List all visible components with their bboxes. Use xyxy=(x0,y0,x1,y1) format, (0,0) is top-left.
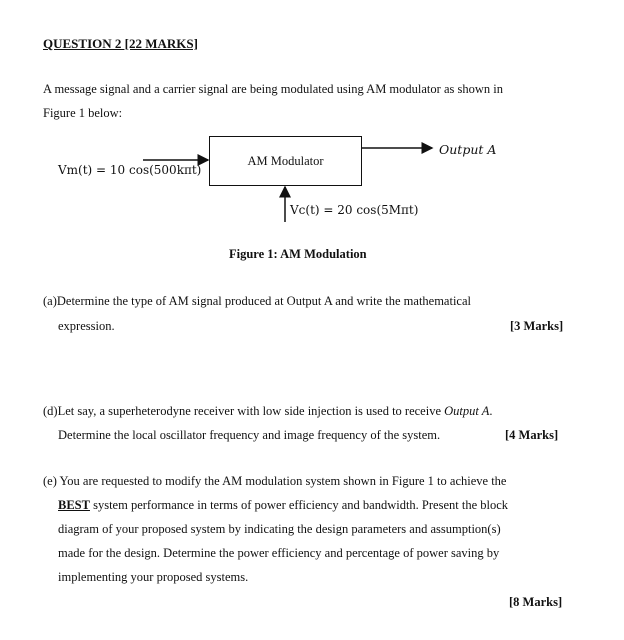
part-e-best-emphasis: BEST xyxy=(58,498,90,512)
part-e-line-5: implementing your proposed systems. xyxy=(58,570,249,584)
part-a-line-1: (a)Determine the type of AM signal produced at Output A and write the mathematical xyxy=(43,294,471,308)
part-e-line-2 xyxy=(58,498,508,513)
part-d-line-2: Determine the local oscillator frequency and image frequency of the system. xyxy=(58,428,441,442)
part-d-line-1-suffix: . xyxy=(489,404,493,418)
carrier-signal-label: Vc(t) = 20 cos(5Mπt) xyxy=(290,203,419,217)
part-d-marks: [4 Marks] xyxy=(505,428,559,442)
figure-caption: Figure 1: AM Modulation xyxy=(229,247,367,261)
intro-line-1: A message signal and a carrier signal are being modulated using AM modulator as shown in xyxy=(43,82,503,96)
output-a-label: Output A xyxy=(439,142,497,157)
question-title: QUESTION 2 [22 MARKS] xyxy=(43,36,198,51)
part-e-line-2-rest: system performance in terms of power efficiency and bandwidth. Present the block xyxy=(89,498,509,512)
part-d-line-1 xyxy=(43,404,493,419)
part-d-output-a: Output A xyxy=(444,404,490,418)
intro-line-2: Figure 1 below: xyxy=(43,106,123,120)
part-e-line-1: (e) You are requested to modify the AM modulation system shown in Figure 1 to achieve the xyxy=(43,474,507,488)
am-modulator-label: AM Modulator xyxy=(247,154,324,168)
part-d-line-1-prefix: (d)Let say, a superheterodyne receiver with low side injection is used to receive xyxy=(43,404,445,418)
part-e-line-3: diagram of your proposed system by indicating the design parameters and assumption(s) xyxy=(58,522,501,536)
part-e-line-4: made for the design. Determine the power efficiency and percentage of power saving by xyxy=(58,546,500,560)
part-e-marks: [8 Marks] xyxy=(509,595,563,609)
part-a-line-2: expression. xyxy=(58,319,115,333)
part-a-marks: [3 Marks] xyxy=(510,319,564,333)
message-signal-label: Vm(t) = 10 cos(500kπt) xyxy=(58,163,202,177)
am-modulator-block xyxy=(209,136,362,186)
